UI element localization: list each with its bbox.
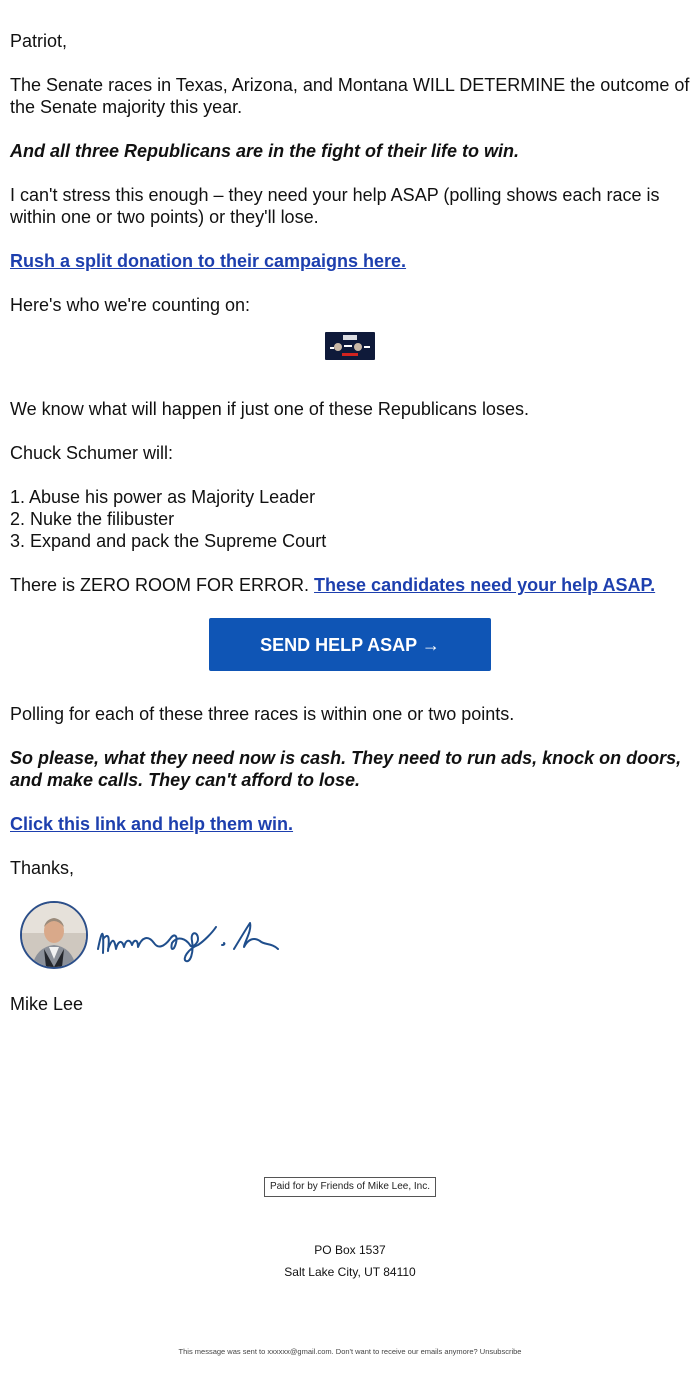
paragraph-zero-room [10,574,695,596]
paragraph-schumer-will: Chuck Schumer will: [10,443,174,463]
avatar [20,901,88,969]
schumer-list [10,486,695,552]
candidates-banner-row [10,332,695,376]
help-them-win-link[interactable]: Click this link and help them win. [10,814,294,834]
send-help-button[interactable]: SEND HELP ASAP → [209,618,491,671]
paragraph-need-cash: So please, what they need now is cash. They need to run ads, knock on doors, and make calls. They can't afford to lose. [10,748,682,790]
list-item: 2. Nuke the filibuster [10,509,175,529]
handwritten-signature [94,909,294,969]
paragraph-help-asap: I can't stress this enough – they need your help ASAP (polling shows each race is within one or two points) or they'll lose. [10,185,660,227]
split-donation-link[interactable]: Rush a split donation to their campaigns here. [10,251,407,271]
candidates-need-help-link[interactable]: These candidates need your help ASAP. [314,575,656,595]
paragraph-polling: Polling for each of these three races is within one or two points. [10,704,515,724]
cta-row [10,618,695,671]
paragraph-fight-emphasis: And all three Republicans are in the fight of their life to win. [10,141,520,161]
greeting: Patriot, [10,31,68,51]
list-item: 3. Expand and pack the Supreme Court [10,531,327,551]
zero-room-text: There is ZERO ROOM FOR ERROR. [10,575,315,595]
fine-print[interactable]: This message was sent to xxxxxx@gmail.com. Don't want to receive our emails anymore? Unsubscribe [178,1347,522,1356]
email-body [10,30,695,1037]
unsubscribe-notice [0,1347,700,1356]
signature-block [10,901,695,979]
paid-for-disclaimer: Paid for by Friends of Mike Lee, Inc. [264,1177,436,1197]
paragraph-counting-on: Here's who we're counting on: [10,295,251,315]
candidates-banner-image[interactable] [325,332,375,360]
closing-thanks: Thanks, [10,858,75,878]
address-line-1: PO Box 1537 [314,1243,386,1257]
paragraph-what-will-happen: We know what will happen if just one of these Republicans loses. [10,399,529,419]
signer-name: Mike Lee [10,994,84,1014]
paid-for-row [0,1176,700,1197]
address-line-2: Salt Lake City, UT 84110 [284,1265,416,1279]
paragraph-senate-races: The Senate races in Texas, Arizona, and Montana WILL DETERMINE the outcome of the Senate majority this year. [10,75,690,117]
portrait-image [22,903,86,967]
list-item: 1. Abuse his power as Majority Leader [10,487,316,507]
mailing-address [0,1239,700,1283]
